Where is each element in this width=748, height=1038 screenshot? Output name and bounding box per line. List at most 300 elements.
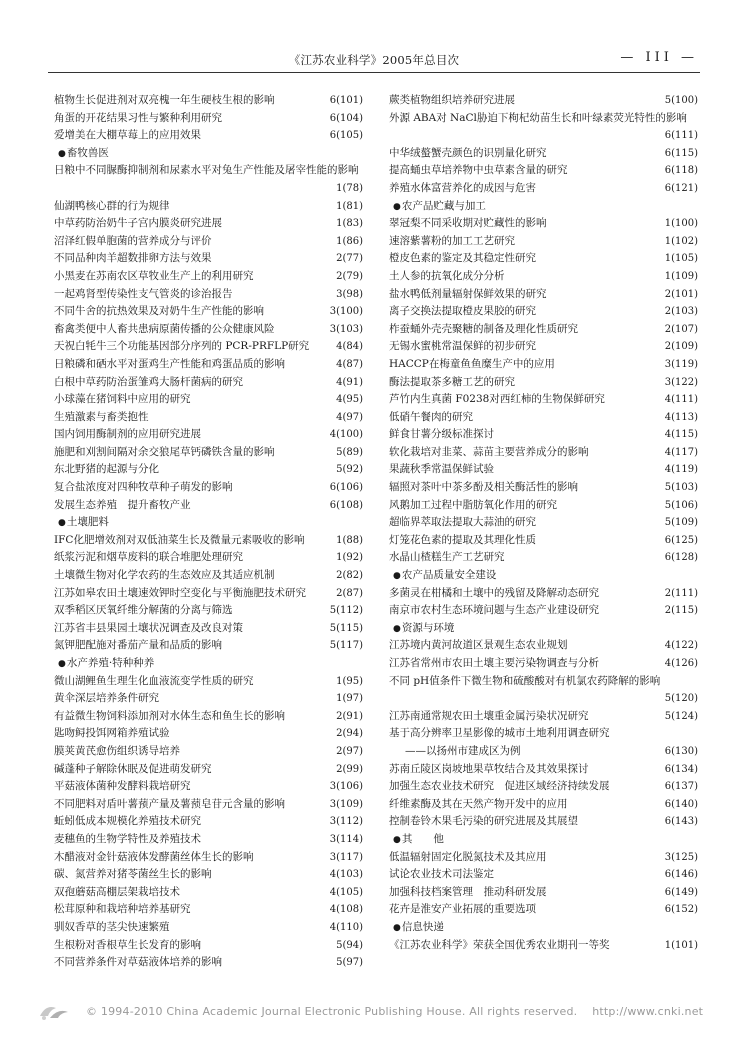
entry-title: 国内饲用酶制剂的应用研究进展 [54, 428, 201, 441]
entry-page-ref: 3(103) [329, 323, 363, 335]
toc-entry [54, 690, 363, 708]
toc-entry [54, 92, 363, 110]
entry-title: 木醋液对金针菇液体发酵菌丝体生长的影响 [54, 850, 254, 863]
toc-entry [389, 233, 698, 251]
entry-title: 鲜食甘薯分级标准探讨 [389, 428, 494, 441]
toc-entry [389, 479, 698, 497]
section-title [58, 514, 109, 533]
entry-page-ref: 4(111) [664, 394, 698, 406]
entry-title: 东北野猪的起源与分化 [54, 463, 159, 476]
entry-page-ref: 5(117) [329, 640, 363, 652]
entry-title: 黄伞深层培养条件研究 [54, 692, 159, 705]
entry-page-ref: 1(95) [336, 675, 363, 687]
toc-entry [389, 409, 698, 427]
toc-entry [389, 303, 698, 321]
entry-title: 基于高分辨率卫星影像的城市土地利用调查研究 [389, 727, 610, 740]
entry-title: 蕨类植物组织培养研究进展 [389, 94, 515, 106]
entry-title: 外源 ABA对 NaCl胁迫下枸杞幼苗生长和叶绿素荧光特性的影响 [389, 111, 687, 124]
toc-entry [54, 725, 363, 743]
toc-entry [389, 813, 698, 831]
toc-entry [54, 813, 363, 831]
entry-page-ref: 5(103) [664, 482, 698, 494]
entry-title: 加强科技档案管理 推动科研发展 [389, 885, 547, 898]
entry-title: 辐照对茶叶中茶多酚及相关酶活性的影响 [389, 481, 578, 494]
toc-entry [54, 761, 363, 779]
entry-page-ref: 4(95) [336, 394, 363, 406]
entry-page-ref: 3(122) [664, 376, 698, 388]
entry-page-ref: 6(118) [664, 165, 698, 177]
toc-entry [389, 426, 698, 444]
entry-page-ref: 2(87) [336, 587, 363, 599]
toc-entry [54, 602, 363, 620]
entry-page-ref: 4(105) [329, 886, 363, 898]
entry-page-ref: 4(100) [329, 429, 363, 441]
section-heading [389, 567, 698, 585]
entry-page-ref: 4(91) [336, 376, 363, 388]
toc-entry [54, 708, 363, 726]
entry-title: 不同营养条件对草菇液体培养的影响 [54, 956, 222, 969]
bullet-icon: ● [393, 623, 401, 634]
section-title [393, 831, 444, 850]
entry-title: 沼泽红假单胞菌的营养成分与评价 [54, 234, 212, 247]
entry-page-ref: 6(149) [664, 886, 698, 898]
entry-page-ref: 5(92) [336, 464, 363, 476]
entry-page-ref: 6(121) [664, 182, 698, 194]
entry-page-ref: 4(110) [329, 921, 363, 933]
entry-page-ref: 2(94) [336, 728, 363, 740]
toc-entry [54, 849, 363, 867]
toc-entry [389, 444, 698, 462]
entry-page-ref: 2(103) [664, 306, 698, 318]
toc-entry [389, 145, 698, 163]
entry-title: 天祝白牦牛三个功能基因部分序列的 PCR-PRFLP研究 [54, 340, 310, 353]
bullet-icon: ● [393, 834, 401, 845]
entry-page-ref: 2(82) [336, 570, 363, 582]
section-title-text: 信息快递 [401, 920, 444, 933]
entry-page-ref: 3(109) [329, 798, 363, 810]
entry-page-ref: 3(119) [664, 358, 698, 370]
toc-entry [389, 514, 698, 532]
toc-entry [54, 620, 363, 638]
entry-title: 江苏省常州市农田土壤主要污染物调查与分析 [389, 657, 599, 669]
entry-page-ref: 2(101) [664, 288, 698, 300]
entry-title: 养殖水体富营养化的成因与危害 [389, 181, 536, 194]
entry-title: 小球藻在猪饲料中应用的研究 [54, 393, 191, 406]
entry-page-ref: 2(107) [664, 323, 698, 335]
entry-title: 纸浆污泥和烟草废料的联合堆肥处理研究 [54, 551, 243, 564]
entry-page-ref: 5(106) [664, 499, 698, 511]
entry-title: 不同 pH值条件下微生物和硫酸酸对有机氯农药降解的影响 [389, 674, 661, 687]
page-footer [0, 1000, 748, 1024]
section-title-text: 农产品质量安全建设 [401, 569, 497, 582]
entry-page-ref: 5(97) [336, 957, 363, 969]
toc-entry [54, 954, 363, 972]
entry-page-ref: 1(88) [336, 534, 363, 546]
section-title [58, 145, 109, 164]
toc-entry [389, 180, 698, 198]
toc-entry [54, 162, 363, 180]
toc-entry [389, 866, 698, 884]
entry-title: 江苏境内黄河故道区景观生态农业规划 [389, 639, 568, 652]
section-title [393, 567, 496, 586]
toc-entry [54, 919, 363, 937]
section-heading [389, 198, 698, 216]
section-title-text: 农产品贮藏与加工 [401, 199, 486, 212]
entry-page-ref: 1(102) [664, 235, 698, 247]
entry-page-ref: 5(120) [664, 693, 698, 705]
entry-title: 中草药防治奶牛子宫内膜炎研究进展 [54, 217, 222, 230]
toc-entry [389, 549, 698, 567]
entry-title: 不同肥料对盾叶薯蓣产量及薯蓣皂苷元含量的影响 [54, 797, 285, 810]
section-title-text: 资源与环境 [401, 621, 455, 634]
toc-entry [54, 250, 363, 268]
entry-title: 双孢蘑菇高棚层架栽培技术 [54, 885, 180, 898]
entry-page-ref: 6(105) [329, 130, 363, 142]
page-number: — III — [620, 50, 698, 65]
entry-title: 日粮中不同脲酶抑制剂和尿素水平对兔生产性能及屠宰性能的影响 [54, 164, 359, 177]
entry-title: 果蔬秋季常温保鲜试验 [389, 463, 494, 476]
entry-page-ref: 6(125) [664, 534, 698, 546]
toc-entry [389, 286, 698, 304]
toc-entry [389, 602, 698, 620]
entry-title: 盐水鸭低剂量辐射保鲜效果的研究 [389, 287, 547, 300]
toc-entry [389, 250, 698, 268]
toc-entry [389, 761, 698, 779]
entry-title: 低硝午餐肉的研究 [389, 410, 473, 423]
entry-title: 离子交换法提取橙皮果胶的研究 [389, 305, 536, 318]
toc-entry [54, 585, 363, 603]
entry-page-ref: 2(91) [336, 710, 363, 722]
entry-page-ref: 4(117) [664, 446, 698, 458]
entry-title: 日粮磷和硒水平对蛋鸡生产性能和鸡蛋品质的影响 [54, 357, 285, 370]
section-heading [389, 919, 698, 937]
toc-entry [54, 901, 363, 919]
toc-entry [389, 215, 698, 233]
toc-entry [389, 778, 698, 796]
toc-entry [54, 391, 363, 409]
entry-page-ref: 5(100) [664, 95, 698, 106]
entry-title: 碱蓬种子解除休眠及促进萌发研究 [54, 762, 212, 775]
section-title [393, 198, 486, 217]
page-header [0, 52, 748, 72]
section-title [393, 919, 444, 938]
toc-entry [389, 937, 698, 955]
entry-title: 爱增美在大棚草莓上的应用效果 [54, 129, 201, 142]
entry-page-ref: 1(81) [336, 200, 363, 212]
toc-entry [389, 884, 698, 902]
section-heading [389, 831, 698, 849]
section-title [393, 620, 454, 639]
toc-entry [389, 374, 698, 392]
toc-entry [389, 637, 698, 655]
entry-page-ref: 6(101) [329, 95, 363, 106]
toc-entry [54, 127, 363, 145]
copyright-text: © 1994-2010 China Academic Journal Electronic Publishing House. All rights reserved. http://www.cnki.net [86, 1005, 704, 1018]
toc-entry [389, 655, 698, 673]
entry-title: 驯奴香草的茎尖快速繁殖 [54, 920, 170, 933]
bullet-icon: ● [393, 201, 401, 212]
entry-page-ref: 4(115) [664, 429, 698, 441]
toc-entry [389, 338, 698, 356]
entry-title: 一起鸡肾型传染性支气管炎的诊治报告 [54, 287, 233, 300]
toc-entry [54, 215, 363, 233]
entry-page-ref: 6(111) [664, 130, 698, 142]
entry-page-ref: 2(111) [664, 587, 698, 599]
entry-title: 纤维素酶及其在天然产物开发中的应用 [389, 797, 568, 810]
toc-entry [54, 426, 363, 444]
entry-page-ref: 1(92) [336, 552, 363, 564]
entry-page-ref: 6(115) [664, 147, 698, 159]
entry-title: 柞蚕蛹外壳壳聚糖的制备及理化性质研究 [389, 322, 578, 335]
entry-page-ref: 6(128) [664, 552, 698, 564]
entry-title: 双季稻区厌氧纤维分解菌的分离与筛选 [54, 604, 233, 617]
entry-title: 不同品种肉羊超数排卵方法与效果 [54, 252, 212, 265]
entry-title: 生根粉对香根草生长发育的影响 [54, 938, 201, 951]
entry-page-ref: 4(108) [329, 904, 363, 916]
toc-entry [54, 268, 363, 286]
entry-title: 麦穗鱼的生物学特性及养殖技术 [54, 832, 201, 845]
toc-entry [54, 374, 363, 392]
entry-page-ref: 6(134) [664, 763, 698, 775]
toc-entry [54, 497, 363, 515]
entry-page-ref: 5(115) [329, 622, 363, 634]
section-title-text: 水产养殖·特种种养 [66, 657, 155, 669]
toc-entry [389, 127, 698, 145]
entry-title: 翠冠梨不同采收期对贮藏性的影响 [389, 217, 547, 230]
entry-page-ref: 6(104) [329, 112, 363, 124]
entry-title: 白根中草药防治蛋雏鸡大肠杆菌病的研究 [54, 375, 243, 388]
entry-page-ref: 3(106) [329, 781, 363, 793]
toc-entry [54, 286, 363, 304]
section-title-text: 畜牧兽医 [66, 146, 109, 159]
toc-entry [389, 497, 698, 515]
entry-title: ——以扬州市建成区为例 [405, 744, 521, 757]
entry-page-ref: 4(84) [336, 341, 363, 353]
entry-title: 碳、氮营养对猪苓菌丝生长的影响 [54, 868, 212, 881]
entry-title: 风鹅加工过程中脂肪氧化作用的研究 [389, 498, 557, 511]
entry-page-ref: 1(105) [664, 253, 698, 265]
toc-entry [54, 549, 363, 567]
entry-title: 花卉是淮安产业拓展的重要选项 [389, 903, 536, 916]
entry-page-ref: 4(103) [329, 869, 363, 881]
entry-page-ref: 4(97) [336, 411, 363, 423]
toc-entry [389, 673, 698, 691]
section-heading [389, 620, 698, 638]
entry-title: 仙湖鸭核心群的行为规律 [54, 199, 170, 212]
toc-entry [54, 461, 363, 479]
bullet-icon: ● [58, 148, 66, 159]
entry-page-ref: 3(125) [664, 851, 698, 863]
toc-entry [54, 937, 363, 955]
toc-entry [389, 796, 698, 814]
entry-page-ref: 2(115) [664, 605, 698, 617]
entry-page-ref: 6(152) [664, 904, 698, 916]
toc-entry [389, 725, 698, 743]
toc-left-column [54, 92, 363, 972]
entry-page-ref: 1(109) [664, 270, 698, 282]
entry-title: 施肥和刈割间隔对余交狼尾草钙磷铁含量的影响 [54, 445, 275, 458]
section-heading [54, 655, 363, 673]
toc-entry [54, 233, 363, 251]
entry-page-ref: 6(146) [664, 869, 698, 881]
entry-title: 膜荚黄芪愈伤组织诱导培养 [54, 744, 180, 757]
toc-entry [54, 743, 363, 761]
toc-entry [389, 110, 698, 128]
toc-entry [389, 849, 698, 867]
entry-title: 复合盐浓度对四种牧草种子萌发的影响 [54, 481, 233, 494]
toc-entry [389, 901, 698, 919]
entry-page-ref: 3(112) [329, 816, 363, 828]
entry-title: 畜禽类便中人畜共患病原菌传播的公众健康风险 [54, 322, 275, 335]
toc-entry [54, 356, 363, 374]
toc-entry [54, 110, 363, 128]
toc-entry [54, 479, 363, 497]
entry-title: 生殖激素与畜类抱性 [54, 410, 149, 423]
entry-page-ref: 2(109) [664, 341, 698, 353]
section-heading [54, 145, 363, 163]
entry-page-ref: 1(101) [664, 939, 698, 951]
entry-title: 发展生态养殖 提升畜牧产业 [54, 498, 191, 511]
entry-page-ref: 3(114) [329, 833, 363, 845]
entry-title: 蚯蚓低成本规模化养殖技术研究 [54, 815, 201, 828]
entry-title: 无锡水蜜桃常温保鲜的初步研究 [389, 340, 536, 353]
entry-title: 不同牛舍的抗热效果及对奶牛生产性能的影响 [54, 305, 264, 318]
entry-page-ref: 5(89) [336, 446, 363, 458]
entry-title: 灯笼花色素的提取及其理化性质 [389, 533, 536, 546]
toc-entry [389, 708, 698, 726]
entry-page-ref: 4(122) [664, 640, 698, 652]
entry-title: IFC化肥增效剂对双低油菜生长及微量元素吸收的影响 [54, 533, 305, 546]
entry-title: 植物生长促进剂对双亮槐一年生硬枝生根的影响 [54, 94, 275, 106]
entry-page-ref: 1(86) [336, 235, 363, 247]
section-title-text: 土壤肥料 [66, 516, 109, 529]
toc-entry [54, 198, 363, 216]
toc-entry [54, 567, 363, 585]
bullet-icon: ● [58, 518, 66, 529]
entry-title: 加强生态农业技术研究 促进区域经济持续发展 [389, 780, 610, 793]
toc-entry [54, 866, 363, 884]
entry-page-ref: 6(108) [329, 499, 363, 511]
entry-title: 小黑麦在苏南农区草牧业生产上的利用研究 [54, 269, 254, 282]
entry-page-ref: 4(113) [664, 411, 698, 423]
toc-entry [54, 444, 363, 462]
toc-entry [389, 743, 698, 761]
entry-page-ref: 4(119) [664, 464, 698, 476]
toc-entry [389, 321, 698, 339]
entry-title: 试论农业技术司法鉴定 [389, 868, 494, 881]
entry-title: 江苏南通常规农田土壤重金属污染状况研究 [389, 709, 589, 722]
entry-page-ref: 2(99) [336, 763, 363, 775]
entry-title: 低温辐射固定化脱氮技术及其应用 [389, 850, 547, 863]
toc-entry [389, 391, 698, 409]
entry-page-ref: 4(126) [664, 658, 698, 669]
toc-entry [54, 303, 363, 321]
section-title-text: 其 他 [401, 832, 444, 845]
entry-title: HACCP在梅童鱼鱼糜生产中的应用 [389, 357, 555, 370]
toc-entry [54, 180, 363, 198]
entry-title: 氮钾肥配施对番茄产量和品质的影响 [54, 639, 222, 652]
entry-page-ref: 1(83) [336, 218, 363, 230]
entry-title: 江苏省丰县果园土壤状况调查及改良对策 [54, 621, 243, 634]
entry-page-ref: 4(87) [336, 358, 363, 370]
toc-entry [389, 461, 698, 479]
header-divider [48, 72, 700, 73]
toc-entry [54, 637, 363, 655]
entry-title: 橙皮色素的鉴定及其稳定性研究 [389, 252, 536, 265]
entry-page-ref: 6(130) [664, 745, 698, 757]
entry-page-ref: 2(97) [336, 745, 363, 757]
entry-title: 土壤微生物对化学农药的生态效应及其适应机制 [54, 569, 275, 582]
bullet-icon: ● [58, 659, 66, 669]
entry-title: 平菇液体菌种发酵料栽培研究 [54, 780, 191, 793]
entry-title: 多菌灵在柑橘和土壤中的残留及降解动态研究 [389, 586, 599, 599]
entry-page-ref: 3(100) [329, 306, 363, 318]
toc-entry [54, 321, 363, 339]
entry-page-ref: 5(109) [664, 517, 698, 529]
entry-title: 苏南丘陵区岗坡地果草牧结合及其效果探讨 [389, 762, 589, 775]
entry-page-ref: 2(77) [336, 253, 363, 265]
toc-entry [54, 796, 363, 814]
entry-title: 水晶山楂糕生产工艺研究 [389, 551, 505, 564]
entry-title: 软化栽培对韭菜、蒜苗主要营养成分的影响 [389, 445, 589, 458]
entry-page-ref: 1(97) [336, 693, 363, 705]
toc-entry [389, 585, 698, 603]
entry-title: 江苏如皋农田土壤速效钾时空变化与平衡施肥技术研究 [54, 586, 306, 599]
toc-entry [389, 268, 698, 286]
entry-title: 超临界萃取法提取大蒜油的研究 [389, 516, 536, 529]
entry-page-ref: 6(143) [664, 816, 698, 828]
entry-title: 控制卷铃木果毛污染的研究进展及其展望 [389, 815, 578, 828]
section-heading [54, 514, 363, 532]
toc-entry [389, 532, 698, 550]
entry-page-ref: 3(98) [336, 288, 363, 300]
entry-title: 提高蛹虫草培养物中虫草素含量的研究 [389, 164, 568, 177]
toc-entry [54, 831, 363, 849]
bullet-icon: ● [393, 922, 401, 933]
toc-right-column [389, 92, 698, 954]
entry-title: 芦竹内生真菌 F0238对西红柿的生物保鲜研究 [389, 393, 605, 406]
entry-title: 角蛋的开花结果习性与繁种利用研究 [54, 111, 222, 124]
toc-entry [54, 532, 363, 550]
entry-title: 微山湖鲤鱼生理生化血液流变学性质的研究 [54, 674, 254, 687]
entry-title: 速溶紫薯粉的加工工艺研究 [389, 234, 515, 247]
toc-entry [389, 92, 698, 110]
entry-page-ref: 6(137) [664, 781, 698, 793]
entry-title: 中华绒螯蟹壳颜色的识别量化研究 [389, 146, 547, 159]
entry-title: 土人参的抗氧化成分分析 [389, 269, 505, 282]
toc-entry [389, 356, 698, 374]
entry-page-ref: 2(79) [336, 270, 363, 282]
entry-page-ref: 6(140) [664, 798, 698, 810]
toc-entry [54, 338, 363, 356]
entry-title: 有益微生物饲料添加剂对水体生态和鱼生长的影响 [54, 709, 285, 722]
bullet-icon: ● [393, 571, 401, 582]
toc-entry [54, 409, 363, 427]
entry-title: 《江苏农业科学》荣获全国优秀农业期刊一等奖 [389, 938, 610, 951]
entry-page-ref: 1(78) [336, 182, 363, 194]
entry-title: 酶法提取茶多糖工艺的研究 [389, 375, 515, 388]
cnki-logo-icon [36, 1002, 76, 1022]
entry-title: 松茸原种和栽培种培养基研究 [54, 903, 191, 916]
entry-page-ref: 1(100) [664, 218, 698, 230]
entry-title: 南京市农村生态环境问题与生态产业建设研究 [389, 604, 599, 617]
page-title: 《江苏农业科学》2005年总目次 [288, 53, 460, 67]
toc-entry [54, 673, 363, 691]
entry-title: 匙吻鲟投饵网箱养殖试验 [54, 727, 170, 740]
entry-page-ref: 6(106) [329, 482, 363, 494]
toc-entry [54, 884, 363, 902]
toc-entry [389, 162, 698, 180]
